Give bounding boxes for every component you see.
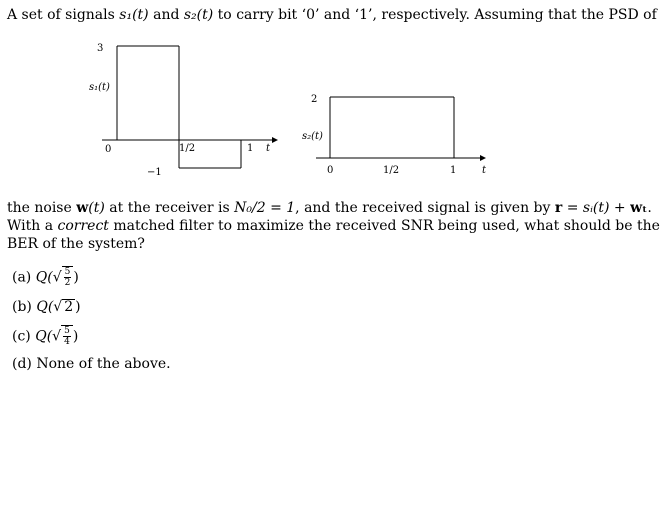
s1-origin-label: 0 bbox=[105, 144, 112, 155]
problem-question-line: BER of the system? bbox=[7, 236, 145, 252]
problem-noise-line: the noise w(t) at the receiver is N₀/2 = 1, and the received signal is given by r = sᵢ(t) + wₜ. bbox=[7, 200, 652, 216]
problem-intro: A set of signals s₁(t) and s₂(t) to carry bit ‘0’ and ‘1’, respectively. Assuming that the PSD of bbox=[7, 7, 657, 23]
option-c-radicand: $\frac{5}{4}$ bbox=[61, 325, 73, 347]
option-d[interactable]: (d) None of the above. bbox=[12, 356, 171, 372]
s2-origin-label: 0 bbox=[327, 165, 334, 176]
option-a-radicand: $\frac{5}{2}$ bbox=[62, 266, 74, 288]
signal-figures bbox=[0, 0, 672, 200]
s2-half-label: 1/2 bbox=[383, 165, 400, 176]
option-c[interactable]: (c) Q(√ $\frac{5}{4}$ ) bbox=[12, 326, 79, 347]
option-b[interactable]: (b) Q(√ 2 ) bbox=[12, 299, 81, 315]
s1-ylabel: s₁(t) bbox=[89, 82, 110, 93]
s2-ylabel: s₂(t) bbox=[302, 131, 323, 142]
s2-axis-arrow bbox=[480, 155, 486, 161]
problem-filter-line: With a correct matched filter to maximize the received SNR being used, what should be the bbox=[7, 218, 660, 234]
s1-axis-arrow bbox=[272, 137, 278, 143]
s2-t-label: t bbox=[482, 165, 487, 176]
option-a[interactable]: (a) Q(√ $\frac{5}{2}$ ) bbox=[12, 267, 79, 288]
s2-one-label: 1 bbox=[450, 165, 457, 176]
figure-s2 bbox=[302, 94, 487, 176]
s2-level-label: 2 bbox=[311, 94, 318, 105]
s1-t-label: t bbox=[266, 143, 271, 154]
figure-s1 bbox=[89, 43, 278, 178]
s1-neg-label: −1 bbox=[147, 167, 162, 178]
s1-one-label: 1 bbox=[247, 143, 254, 154]
s1-level-label: 3 bbox=[97, 43, 104, 54]
s1-half-label: 1/2 bbox=[179, 143, 196, 154]
